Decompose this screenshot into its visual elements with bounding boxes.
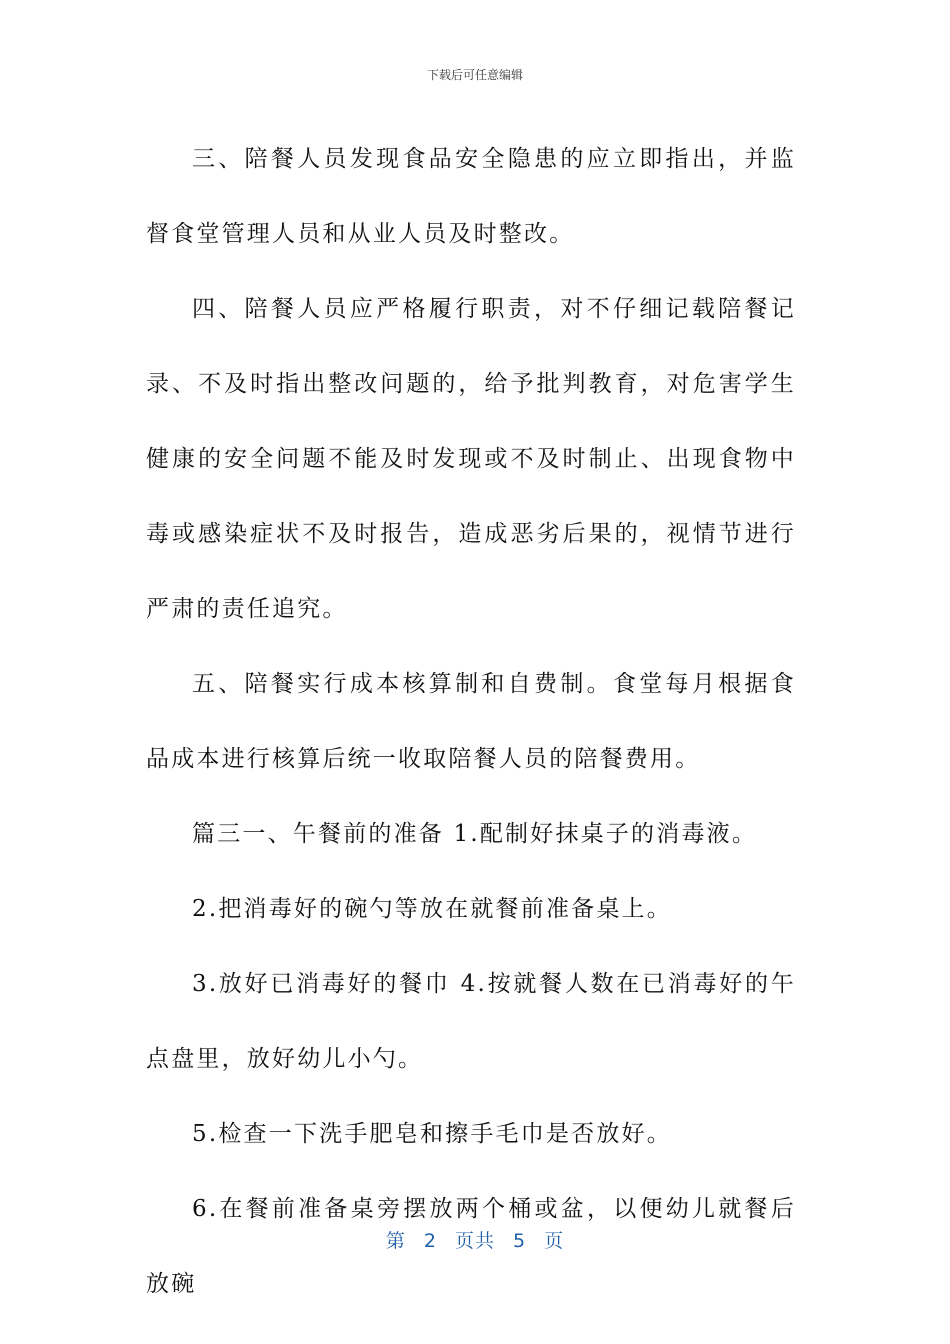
current-page-number: 2 [423,1230,437,1252]
page-label-prefix: 第 [385,1230,406,1252]
total-pages-number: 5 [513,1230,527,1252]
paragraph-4: 四、陪餐人员应严格履行职责，对不仔细记载陪餐记录、不及时指出整改问题的，给予批判教育，对危害学生健康的安全问题不能及时发现或不及时制止、出现食物中毒或感染症状不及时报告，造成恶劣后果的，视情节进行严肃的责任追究。 [146,296,796,622]
paragraph-item-5: 5.检查一下洗手肥皂和擦手毛巾是否放好。 [192,1121,672,1147]
paragraph-item-2: 2.把消毒好的碗勺等放在就餐前准备桌上。 [192,896,672,922]
page-footer [0,1226,950,1253]
paragraph-item-3-4: 3.放好已消毒好的餐巾 4.按就餐人数在已消毒好的午点盘里，放好幼儿小勺。 [146,971,796,1072]
document-body [146,122,796,1322]
paragraph-section-3-item-1: 篇三一、午餐前的准备 1.配制好抹桌子的消毒液。 [192,821,758,847]
header-note: 下载后可任意编辑 [426,68,523,82]
paragraph-5: 五、陪餐实行成本核算制和自费制。食堂每月根据食品成本进行核算后统一收取陪餐人员的陪餐费用。 [146,671,796,772]
page-label-mid: 页共 [454,1230,495,1252]
paragraph-item-6: 6.在餐前准备桌旁摆放两个桶或盆，以便幼儿就餐后放碗 [146,1196,796,1297]
paragraph-3: 三、陪餐人员发现食品安全隐患的应立即指出，并监督食堂管理人员和从业人员及时整改。 [146,146,796,247]
page-label-suffix: 页 [544,1230,565,1252]
